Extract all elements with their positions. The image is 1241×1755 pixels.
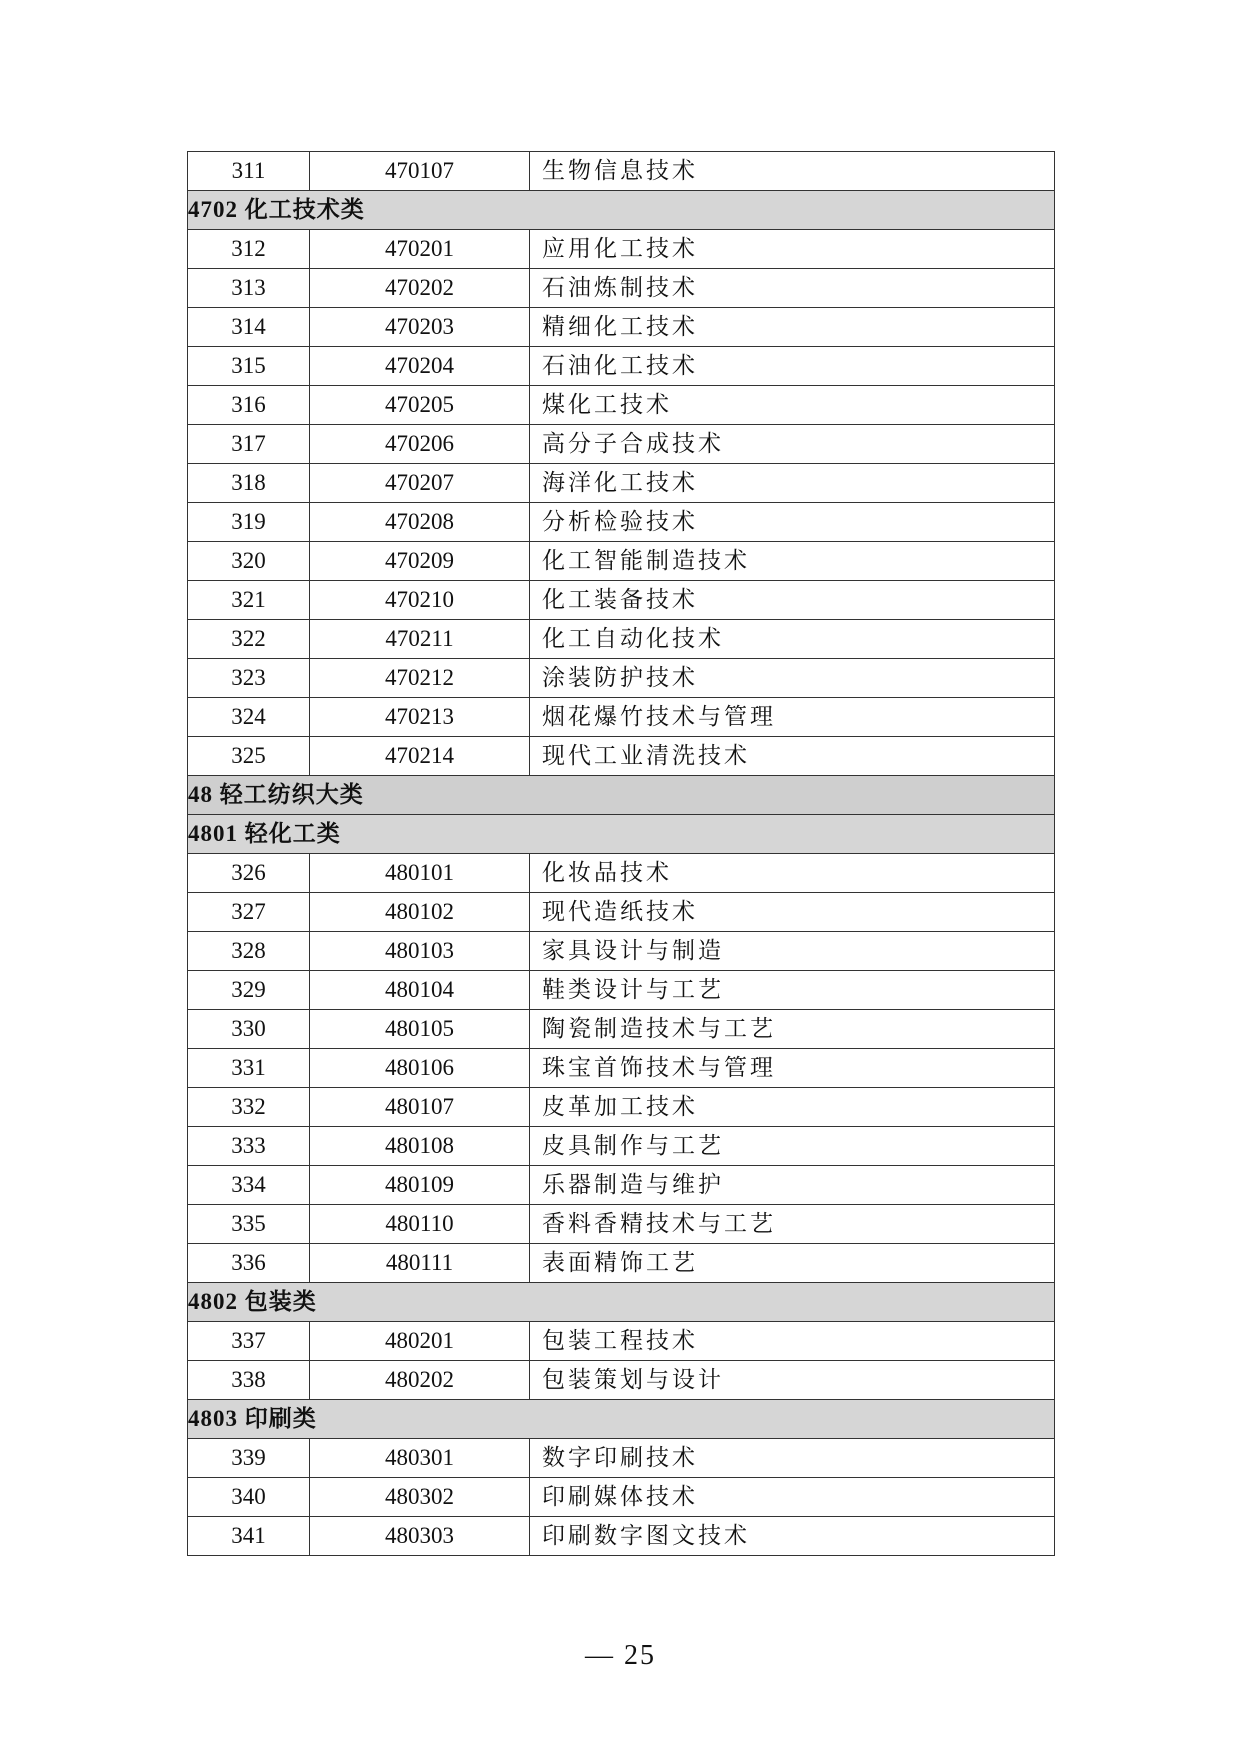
seq-cell: 313 xyxy=(188,269,310,308)
code-cell: 480101 xyxy=(310,854,530,893)
code-cell: 480111 xyxy=(310,1244,530,1283)
table-row xyxy=(188,1088,1055,1127)
category-label: 4801 轻化工类 xyxy=(188,815,1055,854)
code-cell: 480103 xyxy=(310,932,530,971)
seq-cell: 328 xyxy=(188,932,310,971)
table-row xyxy=(188,971,1055,1010)
seq-cell: 330 xyxy=(188,1010,310,1049)
seq-cell: 326 xyxy=(188,854,310,893)
name-cell: 现代工业清洗技术 xyxy=(530,737,1055,776)
seq-cell: 334 xyxy=(188,1166,310,1205)
name-cell: 海洋化工技术 xyxy=(530,464,1055,503)
seq-cell: 321 xyxy=(188,581,310,620)
seq-cell: 319 xyxy=(188,503,310,542)
table-row xyxy=(188,503,1055,542)
name-cell: 数字印刷技术 xyxy=(530,1439,1055,1478)
seq-cell: 317 xyxy=(188,425,310,464)
code-cell: 470211 xyxy=(310,620,530,659)
name-cell: 煤化工技术 xyxy=(530,386,1055,425)
seq-cell: 332 xyxy=(188,1088,310,1127)
category-row xyxy=(188,1400,1055,1439)
code-cell: 470206 xyxy=(310,425,530,464)
seq-cell: 318 xyxy=(188,464,310,503)
table-row xyxy=(188,425,1055,464)
code-cell: 480303 xyxy=(310,1517,530,1556)
category-row xyxy=(188,815,1055,854)
code-cell: 470107 xyxy=(310,152,530,191)
name-cell: 化工智能制造技术 xyxy=(530,542,1055,581)
table-row xyxy=(188,698,1055,737)
seq-cell: 329 xyxy=(188,971,310,1010)
name-cell: 石油化工技术 xyxy=(530,347,1055,386)
table-row xyxy=(188,269,1055,308)
table-row xyxy=(188,464,1055,503)
name-cell: 化工自动化技术 xyxy=(530,620,1055,659)
name-cell: 应用化工技术 xyxy=(530,230,1055,269)
seq-cell: 322 xyxy=(188,620,310,659)
code-cell: 470202 xyxy=(310,269,530,308)
code-cell: 480106 xyxy=(310,1049,530,1088)
code-cell: 470208 xyxy=(310,503,530,542)
code-cell: 480102 xyxy=(310,893,530,932)
code-cell: 480201 xyxy=(310,1322,530,1361)
seq-cell: 337 xyxy=(188,1322,310,1361)
page-number: — 25 xyxy=(585,1640,656,1671)
code-cell: 480301 xyxy=(310,1439,530,1478)
seq-cell: 316 xyxy=(188,386,310,425)
seq-cell: 338 xyxy=(188,1361,310,1400)
code-cell: 470209 xyxy=(310,542,530,581)
seq-cell: 325 xyxy=(188,737,310,776)
code-cell: 480105 xyxy=(310,1010,530,1049)
major-catalog-table xyxy=(187,151,1055,1556)
name-cell: 鞋类设计与工艺 xyxy=(530,971,1055,1010)
table-row xyxy=(188,152,1055,191)
name-cell: 现代造纸技术 xyxy=(530,893,1055,932)
seq-cell: 315 xyxy=(188,347,310,386)
table-row xyxy=(188,1205,1055,1244)
name-cell: 印刷数字图文技术 xyxy=(530,1517,1055,1556)
category-row xyxy=(188,1283,1055,1322)
seq-cell: 311 xyxy=(188,152,310,191)
code-cell: 480110 xyxy=(310,1205,530,1244)
name-cell: 皮革加工技术 xyxy=(530,1088,1055,1127)
code-cell: 480302 xyxy=(310,1478,530,1517)
seq-cell: 312 xyxy=(188,230,310,269)
table-row xyxy=(188,347,1055,386)
category-label: 4802 包装类 xyxy=(188,1283,1055,1322)
seq-cell: 339 xyxy=(188,1439,310,1478)
seq-cell: 314 xyxy=(188,308,310,347)
table-row xyxy=(188,1166,1055,1205)
table-row xyxy=(188,893,1055,932)
table-row xyxy=(188,386,1055,425)
code-cell: 480202 xyxy=(310,1361,530,1400)
seq-cell: 327 xyxy=(188,893,310,932)
code-cell: 470214 xyxy=(310,737,530,776)
table-row xyxy=(188,308,1055,347)
code-cell: 470204 xyxy=(310,347,530,386)
name-cell: 包装策划与设计 xyxy=(530,1361,1055,1400)
code-cell: 470213 xyxy=(310,698,530,737)
code-cell: 470212 xyxy=(310,659,530,698)
category-row xyxy=(188,191,1055,230)
table-row xyxy=(188,659,1055,698)
name-cell: 乐器制造与维护 xyxy=(530,1166,1055,1205)
table-row xyxy=(188,1322,1055,1361)
seq-cell: 323 xyxy=(188,659,310,698)
code-cell: 480104 xyxy=(310,971,530,1010)
name-cell: 精细化工技术 xyxy=(530,308,1055,347)
name-cell: 生物信息技术 xyxy=(530,152,1055,191)
table-row xyxy=(188,581,1055,620)
name-cell: 皮具制作与工艺 xyxy=(530,1127,1055,1166)
name-cell: 珠宝首饰技术与管理 xyxy=(530,1049,1055,1088)
major-category-row xyxy=(188,776,1055,815)
table-row xyxy=(188,1049,1055,1088)
name-cell: 涂装防护技术 xyxy=(530,659,1055,698)
name-cell: 印刷媒体技术 xyxy=(530,1478,1055,1517)
name-cell: 石油炼制技术 xyxy=(530,269,1055,308)
code-cell: 470210 xyxy=(310,581,530,620)
name-cell: 香料香精技术与工艺 xyxy=(530,1205,1055,1244)
table-row xyxy=(188,620,1055,659)
seq-cell: 324 xyxy=(188,698,310,737)
seq-cell: 336 xyxy=(188,1244,310,1283)
table-row xyxy=(188,1361,1055,1400)
name-cell: 烟花爆竹技术与管理 xyxy=(530,698,1055,737)
table-row xyxy=(188,932,1055,971)
code-cell: 470203 xyxy=(310,308,530,347)
table-row xyxy=(188,542,1055,581)
name-cell: 高分子合成技术 xyxy=(530,425,1055,464)
seq-cell: 341 xyxy=(188,1517,310,1556)
code-cell: 480109 xyxy=(310,1166,530,1205)
name-cell: 表面精饰工艺 xyxy=(530,1244,1055,1283)
seq-cell: 333 xyxy=(188,1127,310,1166)
table-row xyxy=(188,230,1055,269)
major-category-label: 48 轻工纺织大类 xyxy=(188,776,1055,815)
code-cell: 470201 xyxy=(310,230,530,269)
name-cell: 化妆品技术 xyxy=(530,854,1055,893)
seq-cell: 331 xyxy=(188,1049,310,1088)
table-row xyxy=(188,737,1055,776)
category-label: 4702 化工技术类 xyxy=(188,191,1055,230)
name-cell: 家具设计与制造 xyxy=(530,932,1055,971)
code-cell: 480108 xyxy=(310,1127,530,1166)
name-cell: 分析检验技术 xyxy=(530,503,1055,542)
category-label: 4803 印刷类 xyxy=(188,1400,1055,1439)
code-cell: 480107 xyxy=(310,1088,530,1127)
table-row xyxy=(188,1010,1055,1049)
seq-cell: 320 xyxy=(188,542,310,581)
name-cell: 包装工程技术 xyxy=(530,1322,1055,1361)
table-row xyxy=(188,1127,1055,1166)
table-row xyxy=(188,1439,1055,1478)
code-cell: 470205 xyxy=(310,386,530,425)
table-row xyxy=(188,1517,1055,1556)
table-row xyxy=(188,1478,1055,1517)
table-row xyxy=(188,1244,1055,1283)
name-cell: 化工装备技术 xyxy=(530,581,1055,620)
code-cell: 470207 xyxy=(310,464,530,503)
seq-cell: 340 xyxy=(188,1478,310,1517)
table-body xyxy=(188,152,1055,1556)
seq-cell: 335 xyxy=(188,1205,310,1244)
table-row xyxy=(188,854,1055,893)
name-cell: 陶瓷制造技术与工艺 xyxy=(530,1010,1055,1049)
